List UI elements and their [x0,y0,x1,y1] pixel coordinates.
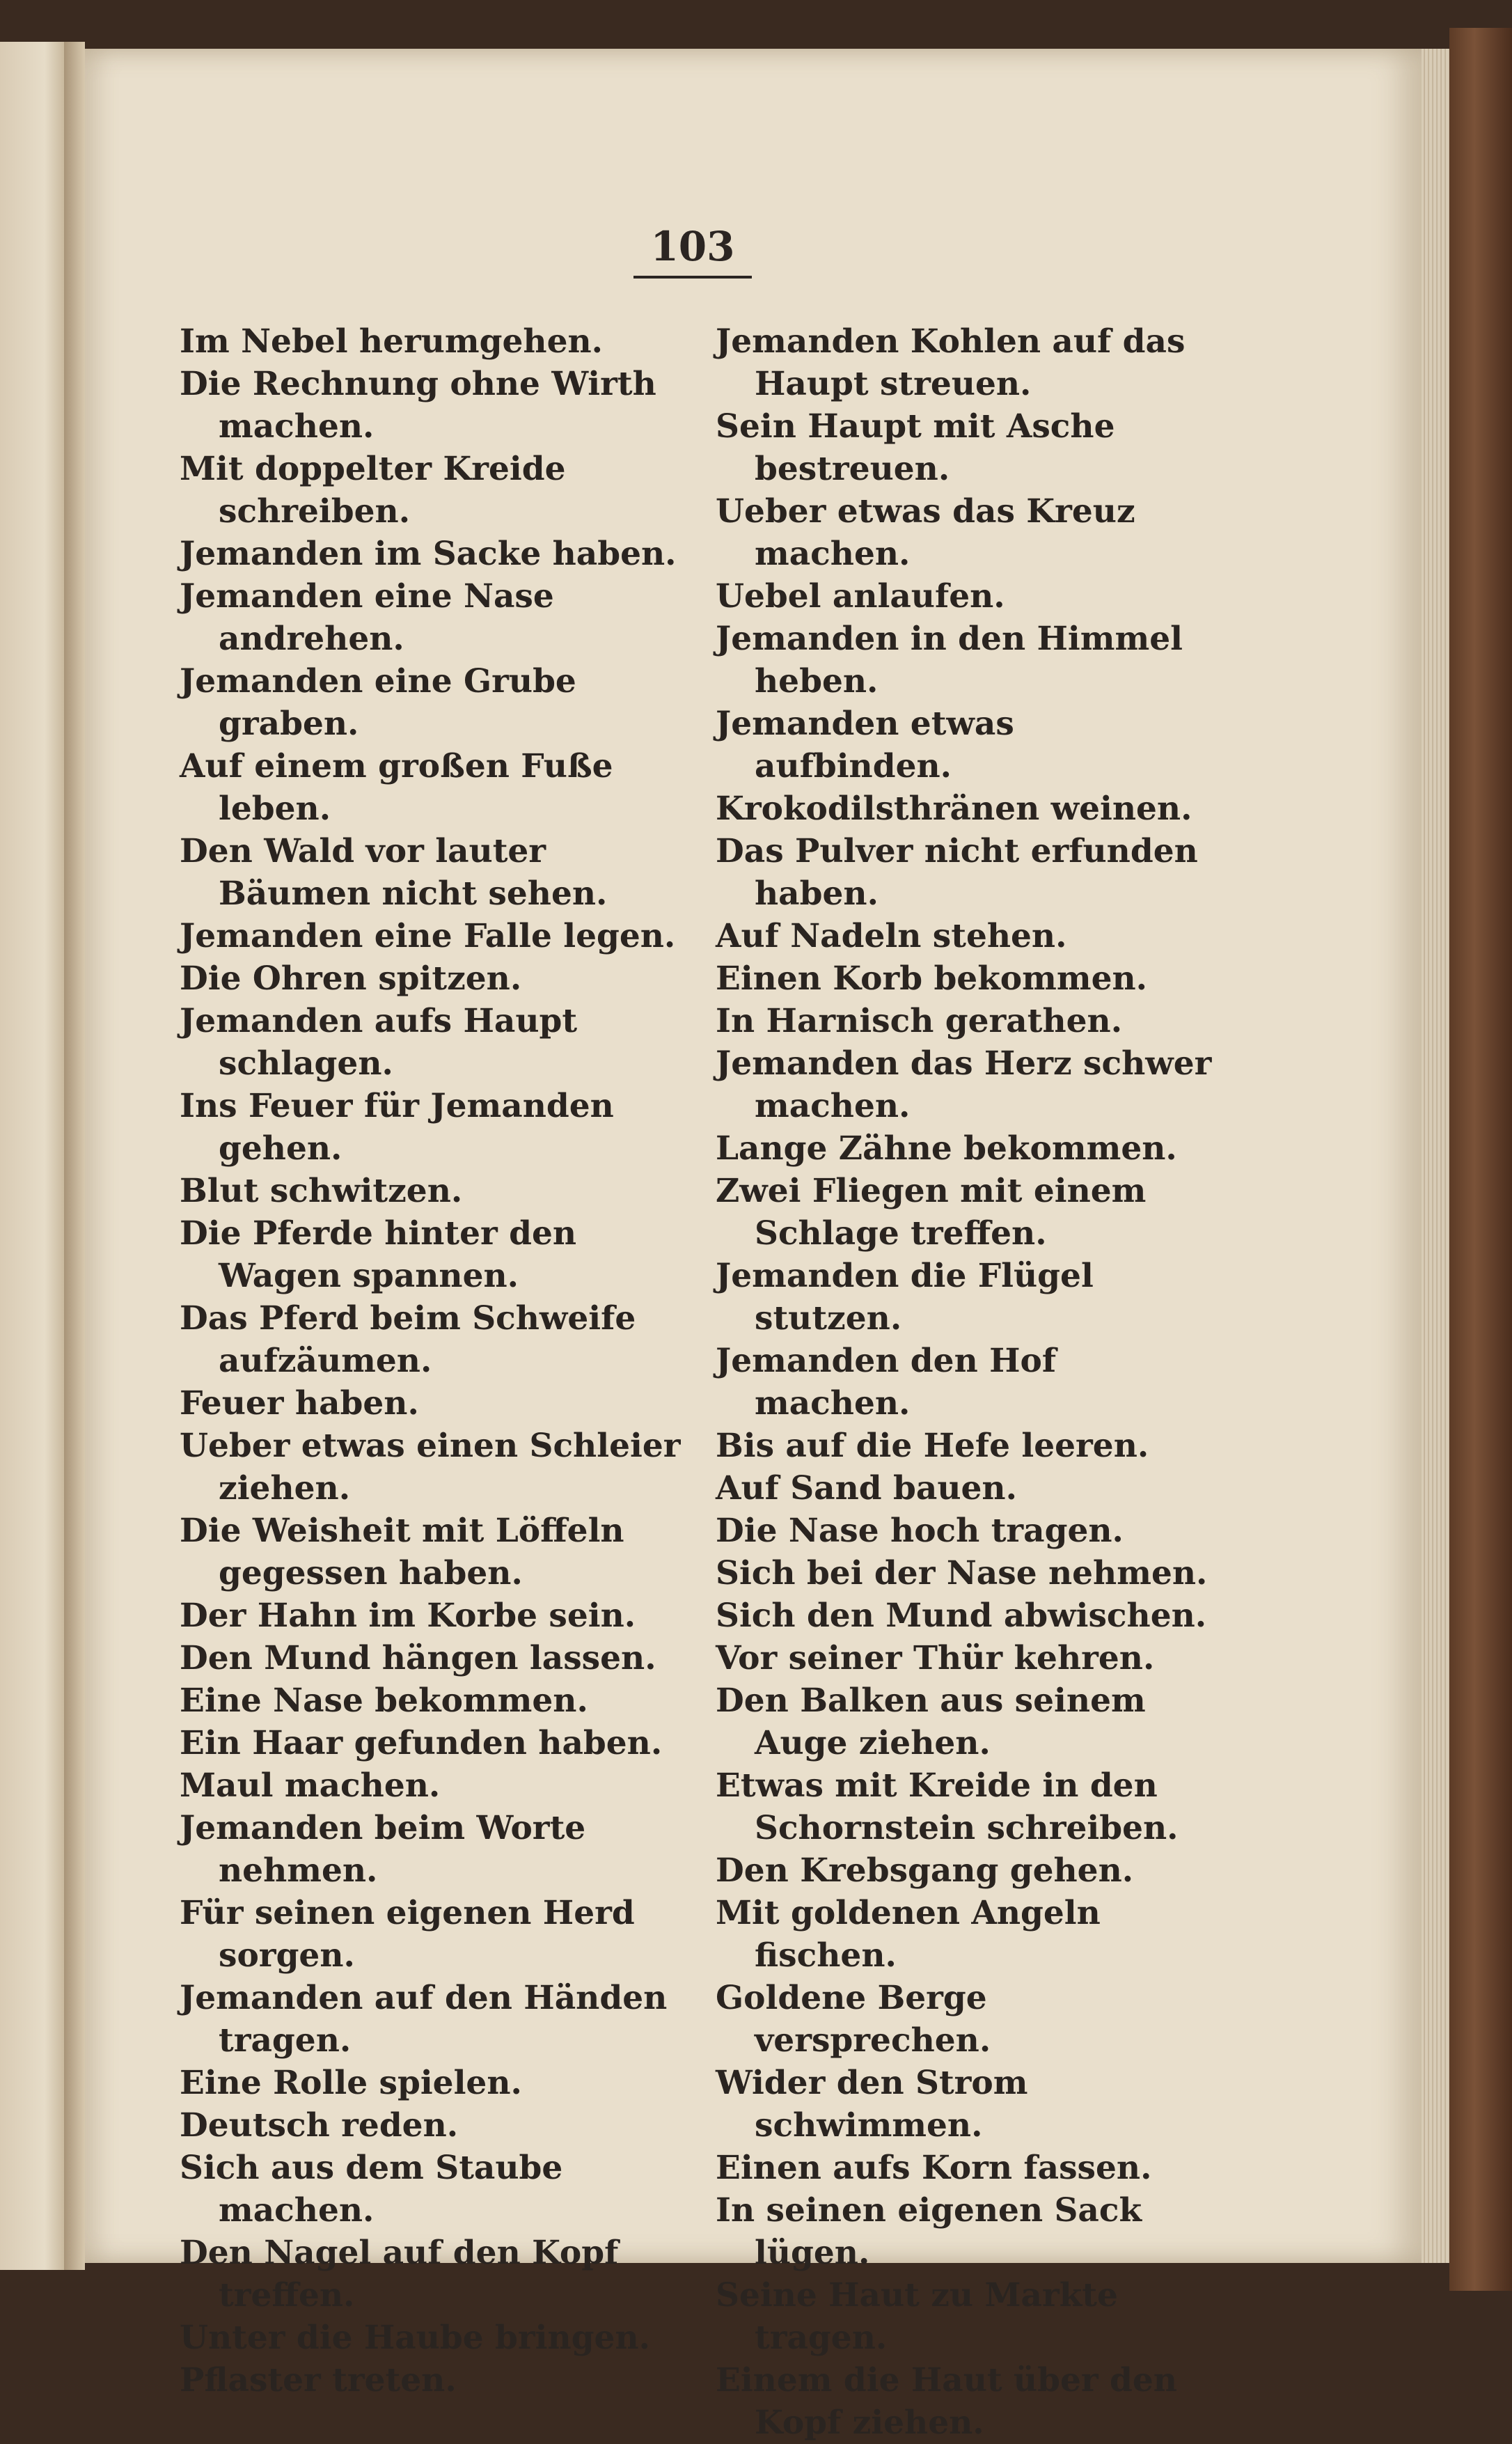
left-column [180,320,681,2402]
phrase-entry: Die Weisheit mit Löffeln gegessen haben. [180,1512,624,1592]
phrase-entry: Den Balken aus seinem Auge ziehen. [716,1682,1146,1762]
phrase-entry: Ueber etwas das Kreuz machen. [716,492,1135,573]
phrase-entry: Bis auf die Hefe leeren. [716,1427,1149,1465]
phrase-entry: Auf Sand bauen. [716,1469,1017,1507]
phrase-entry: Wider den Strom schwimmen. [716,2064,1028,2145]
phrase-entry: Jemanden eine Falle legen. [180,917,676,955]
phrase-entry: Lange Zähne bekommen. [716,1129,1177,1168]
facing-page-edge [0,42,64,2270]
phrase-entry: Eine Rolle spielen. [180,2064,522,2102]
phrase-entry: Maul machen. [180,1767,441,1805]
phrase-entry: Auf Nadeln stehen. [716,917,1067,955]
phrase-entry: Jemanden im Sacke haben. [180,535,677,573]
phrase-entry: Zwei Fliegen mit einem Schlage treffen. [716,1172,1147,1253]
page-number: 103 [633,223,752,279]
book-gutter [64,42,85,2270]
phrase-entry: Einen Korb bekommen. [716,959,1148,998]
phrase-entry: Seine Haut zu Markte tragen. [716,2276,1118,2357]
phrase-entry: Sich aus dem Staube machen. [180,2149,563,2230]
phrase-entry: Eine Nase bekommen. [180,1682,588,1720]
page-block-edges [1422,49,1449,2263]
phrase-entry: Jemanden eine Nase andrehen. [180,577,554,658]
phrase-entry: Etwas mit Kreide in den Schornstein schreiben. [716,1767,1179,1847]
phrase-entry: Jemanden eine Grube graben. [180,662,576,743]
phrase-entry: Mit goldenen Angeln fischen. [716,1894,1101,1975]
phrase-entry: Das Pulver nicht erfunden haben. [716,832,1198,913]
phrase-entry: Unter die Haube bringen. [180,2319,650,2357]
phrase-entry: Im Nebel herumgehen. [180,322,604,361]
phrase-entry: Sich den Mund abwischen. [716,1597,1207,1635]
phrase-entry: Die Nase hoch tragen. [716,1512,1124,1550]
phrase-entry: Auf einem großen Fuße leben. [180,747,613,828]
phrase-entry: Der Hahn im Korbe sein. [180,1597,636,1635]
phrase-entry: Deutsch reden. [180,2106,459,2145]
phrase-entry: Mit doppelter Kreide schreiben. [180,450,566,531]
phrase-entry: Ins Feuer für Jemanden gehen. [180,1087,614,1168]
phrase-entry: In seinen eigenen Sack lügen. [716,2191,1142,2272]
phrase-entry: Den Mund hängen lassen. [180,1639,656,1677]
phrase-entry: Einen aufs Korn fassen. [716,2149,1152,2187]
phrase-entry: Die Rechnung ohne Wirth machen. [180,365,656,446]
phrase-entry: In Harnisch gerathen. [716,1002,1123,1040]
phrase-entry: Die Pferde hinter den Wagen spannen. [180,1214,577,1295]
phrase-entry: Ueber etwas einen Schleier ziehen. [180,1427,681,1507]
phrase-entry: Den Nagel auf den Kopf treffen. [180,2234,619,2314]
phrase-entry: Goldene Berge versprechen. [716,1979,991,2060]
phrase-entry: Jemanden aufs Haupt schlagen. [180,1002,578,1083]
phrase-entry: Blut schwitzen. [180,1172,463,1210]
phrase-entry: Jemanden die Flügel stutzen. [716,1257,1094,1338]
phrase-entry: Sich bei der Nase nehmen. [716,1554,1208,1592]
phrase-entry: Jemanden in den Himmel heben. [716,620,1183,700]
phrase-entry: Jemanden beim Worte nehmen. [180,1809,586,1890]
right-column [716,320,1217,2444]
phrase-entry: Das Pferd beim Schweife aufzäumen. [180,1299,636,1380]
phrase-entry: Einem die Haut über den Kopf ziehen. [716,2361,1177,2442]
phrase-entry: Jemanden das Herz schwer machen. [716,1044,1212,1125]
phrase-entry: Sein Haupt mit Asche bestreuen. [716,407,1115,488]
phrase-entry: Die Ohren spitzen. [180,959,522,998]
phrase-entry: Jemanden den Hof machen. [716,1342,1057,1423]
phrase-entry: Feuer haben. [180,1384,419,1423]
phrase-entry: Ein Haar gefunden haben. [180,1724,663,1762]
phrase-entry: Pflaster treten. [180,2361,457,2399]
phrase-entry: Den Krebsgang gehen. [716,1851,1134,1890]
phrase-entry: Krokodilsthränen weinen. [716,790,1192,828]
phrase-entry: Vor seiner Thür kehren. [716,1639,1155,1677]
phrase-entry: Uebel anlaufen. [716,577,1005,616]
phrase-entry: Jemanden etwas aufbinden. [716,705,1014,785]
phrase-entry: Für seinen eigenen Herd sorgen. [180,1894,635,1975]
book-cover [1449,28,1512,2291]
phrase-entry: Jemanden Kohlen auf das Haupt streuen. [716,322,1186,403]
phrase-entry: Jemanden auf den Händen tragen. [180,1979,668,2060]
phrase-entry: Den Wald vor lauter Bäumen nicht sehen. [180,832,608,913]
